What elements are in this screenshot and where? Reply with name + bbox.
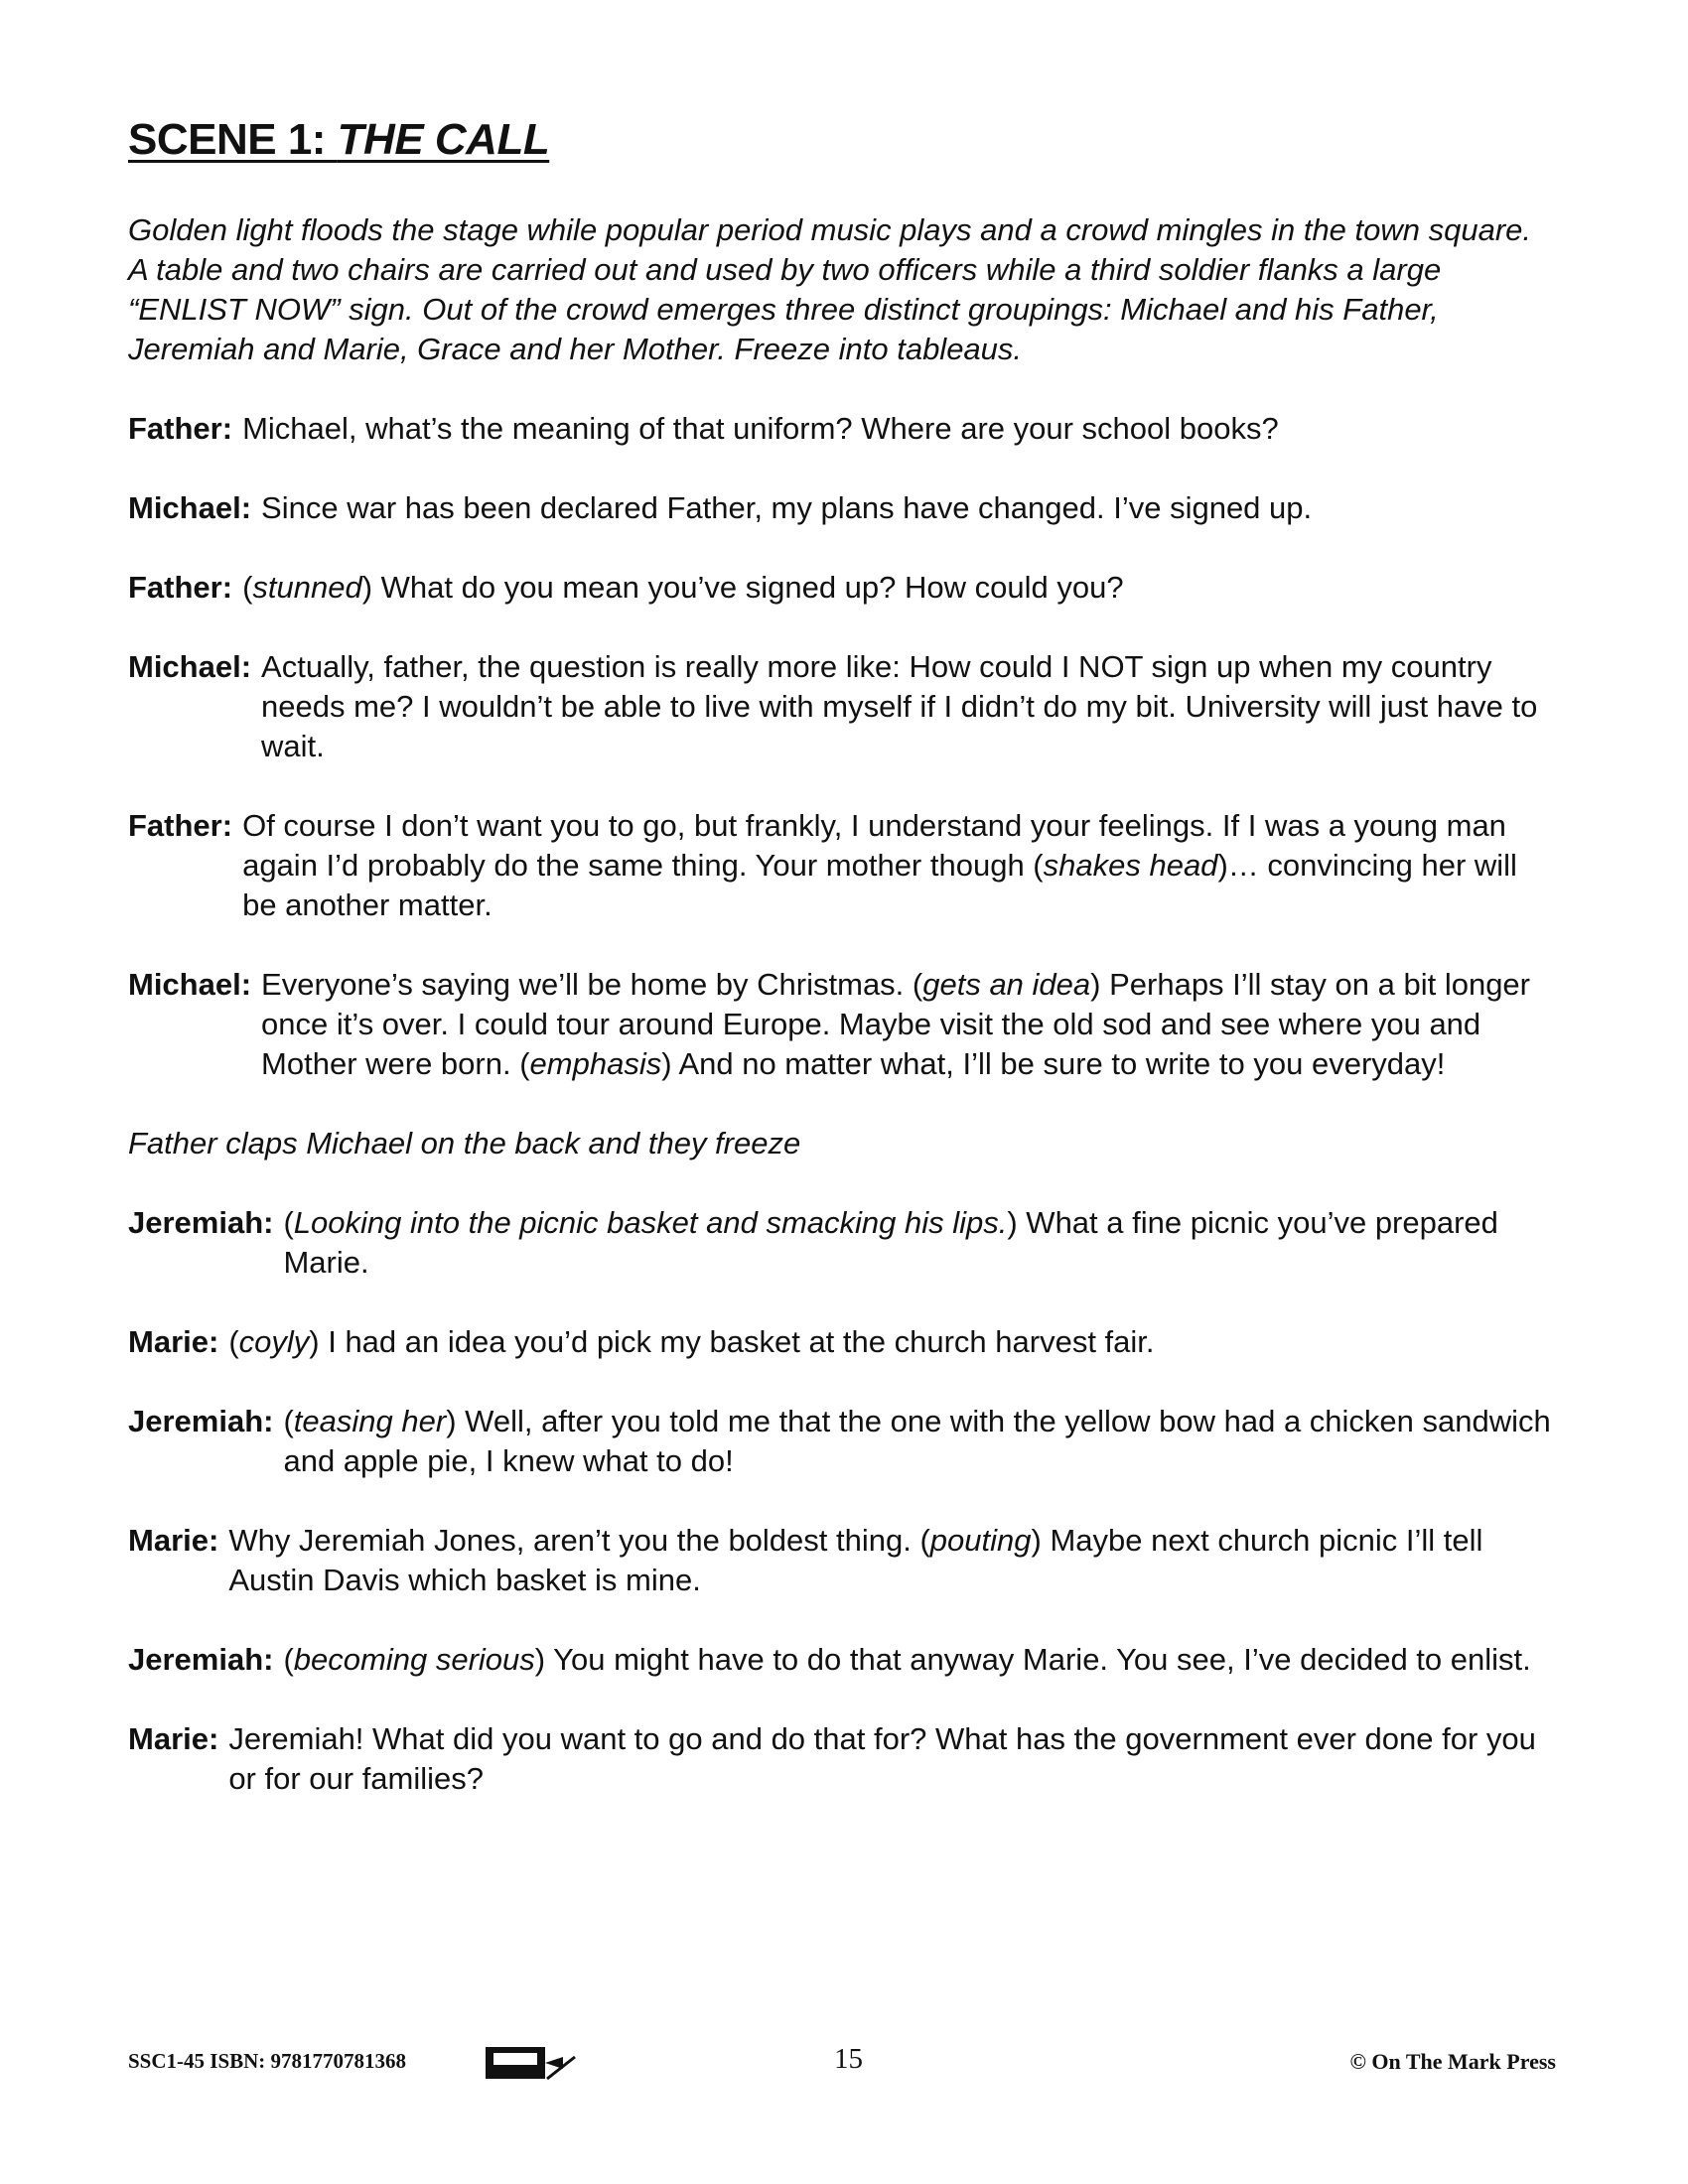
speech-text [228, 1521, 1558, 1600]
speech-part: Of course I don’t want you to go, but frankly, I understand your feelings. If I was a young man again I’d probably do the same thing. Your mother though ( [242, 808, 1506, 883]
dialogue-line [128, 1640, 1558, 1680]
speaker-name: Father: [128, 570, 233, 605]
stage-cue: coyly [238, 1324, 310, 1359]
dialogue-line [128, 568, 1558, 608]
speech-part: ( [283, 1205, 294, 1240]
dialogue-line [128, 1203, 1558, 1283]
speaker-name: Marie: [128, 1721, 219, 1756]
stage-cue: shakes head [1043, 848, 1218, 883]
stage-cue: becoming serious [293, 1642, 535, 1677]
speech-text [242, 409, 1558, 449]
dialogue-line [128, 647, 1558, 766]
stage-cue: stunned [252, 570, 362, 605]
dialogue-line [128, 409, 1558, 449]
speech-text [283, 1402, 1558, 1481]
dialogue-line [128, 1719, 1558, 1799]
footer-code-isbn: SSC1-45 ISBN: 9781770781368 [128, 2049, 407, 2073]
speaker-name: Michael: [128, 967, 252, 1002]
dialogue-line [128, 488, 1558, 528]
speech-part: ) What do you mean you’ve signed up? How could you? [361, 570, 1124, 605]
speech-part: Jeremiah! What did you want to go and do that for? What has the government ever done for you or for our families? [228, 1721, 1536, 1796]
speech-part: ( [283, 1642, 294, 1677]
speaker-name: Marie: [128, 1523, 219, 1558]
script-body [128, 210, 1558, 1839]
speech-part: ) And no matter what, I’ll be sure to write to you everyday! [661, 1046, 1446, 1081]
speech-part: ) What a fine picnic you’ve prepared Marie. [283, 1205, 1498, 1280]
dialogue-line [128, 1521, 1558, 1600]
dialogue-line [128, 806, 1558, 925]
stage-cue: teasing her [293, 1404, 447, 1438]
stage-cue: pouting [929, 1523, 1032, 1558]
page-footer [0, 2043, 1688, 2083]
speech-text [261, 647, 1558, 766]
speech-text [242, 568, 1558, 608]
scene-title-prefix: SCENE 1: [128, 115, 338, 164]
speech-part: ) Perhaps I’ll stay on a bit longer once it’s over. I could tour around Europe. Maybe visit the old sod and see where you and Mother were born. ( [261, 967, 1530, 1081]
speech-text [228, 1719, 1558, 1799]
speech-text [261, 488, 1558, 528]
speaker-name: Michael: [128, 490, 252, 525]
speaker-name: Father: [128, 411, 233, 446]
speaker-name: Marie: [128, 1324, 219, 1359]
speaker-name: Jeremiah: [128, 1404, 274, 1438]
speech-text [261, 965, 1558, 1084]
scene-title-name: THE CALL [337, 115, 550, 164]
speech-part: Everyone’s saying we’ll be home by Christmas. ( [261, 967, 923, 1002]
stage-cue: emphasis [529, 1046, 662, 1081]
speech-part: ) Well, after you told me that the one with the yellow bow had a chicken sandwich and apple pie, I knew what to do! [283, 1404, 1551, 1478]
speech-text [283, 1203, 1558, 1283]
speaker-name: Father: [128, 808, 233, 843]
stage-cue: Looking into the picnic basket and smacking his lips. [293, 1205, 1008, 1240]
dialogue-line [128, 965, 1558, 1084]
speech-part: ( [228, 1324, 239, 1359]
footer-copyright: © On The Mark Press [1349, 2049, 1556, 2074]
speech-part: )… convincing her will be another matter. [242, 848, 1517, 922]
speech-part: ) Maybe next church picnic I’ll tell Austin Davis which basket is mine. [228, 1523, 1483, 1597]
speaker-name: Jeremiah: [128, 1205, 274, 1240]
speech-part: Why Jeremiah Jones, aren’t you the boldest thing. ( [228, 1523, 930, 1558]
speech-text [283, 1640, 1558, 1680]
speaker-name: Michael: [128, 649, 252, 684]
page-number: 15 [834, 2043, 863, 2075]
stage-direction-middle: Father claps Michael on the back and they freeze [128, 1126, 801, 1160]
stage-cue: gets an idea [922, 967, 1091, 1002]
speech-part: ( [283, 1404, 294, 1438]
speech-text [228, 1322, 1558, 1362]
scene-title [128, 115, 549, 165]
speech-part: Since war has been declared Father, my plans have changed. I’ve signed up. [261, 490, 1313, 525]
speech-part: ) I had an idea you’d pick my basket at the church harvest fair. [309, 1324, 1155, 1359]
speech-part: Michael, what’s the meaning of that uniform? Where are your school books? [242, 411, 1279, 446]
publisher-logo-icon [484, 2043, 579, 2083]
dialogue-line [128, 1322, 1558, 1362]
speech-part: ( [242, 570, 253, 605]
stage-direction-intro: Golden light floods the stage while popular period music plays and a crowd mingles in the town square. A table and two chairs are carried out and used by two officers while a third soldier flanks a large “ENLIST NOW” sign. Out of the crowd emerges three distinct groupings: Michael and his Father, Jeremiah and Marie, Grace and her Mother. Freeze into tableaus. [128, 212, 1532, 366]
speech-part: ) You might have to do that anyway Marie. You see, I’ve decided to enlist. [534, 1642, 1531, 1677]
speaker-name: Jeremiah: [128, 1642, 274, 1677]
dialogue-line [128, 1402, 1558, 1481]
speech-text [242, 806, 1558, 925]
speech-part: Actually, father, the question is really more like: How could I NOT sign up when my country needs me? I wouldn’t be able to live with myself if I didn’t do my bit. University will just have to wait. [261, 649, 1538, 763]
